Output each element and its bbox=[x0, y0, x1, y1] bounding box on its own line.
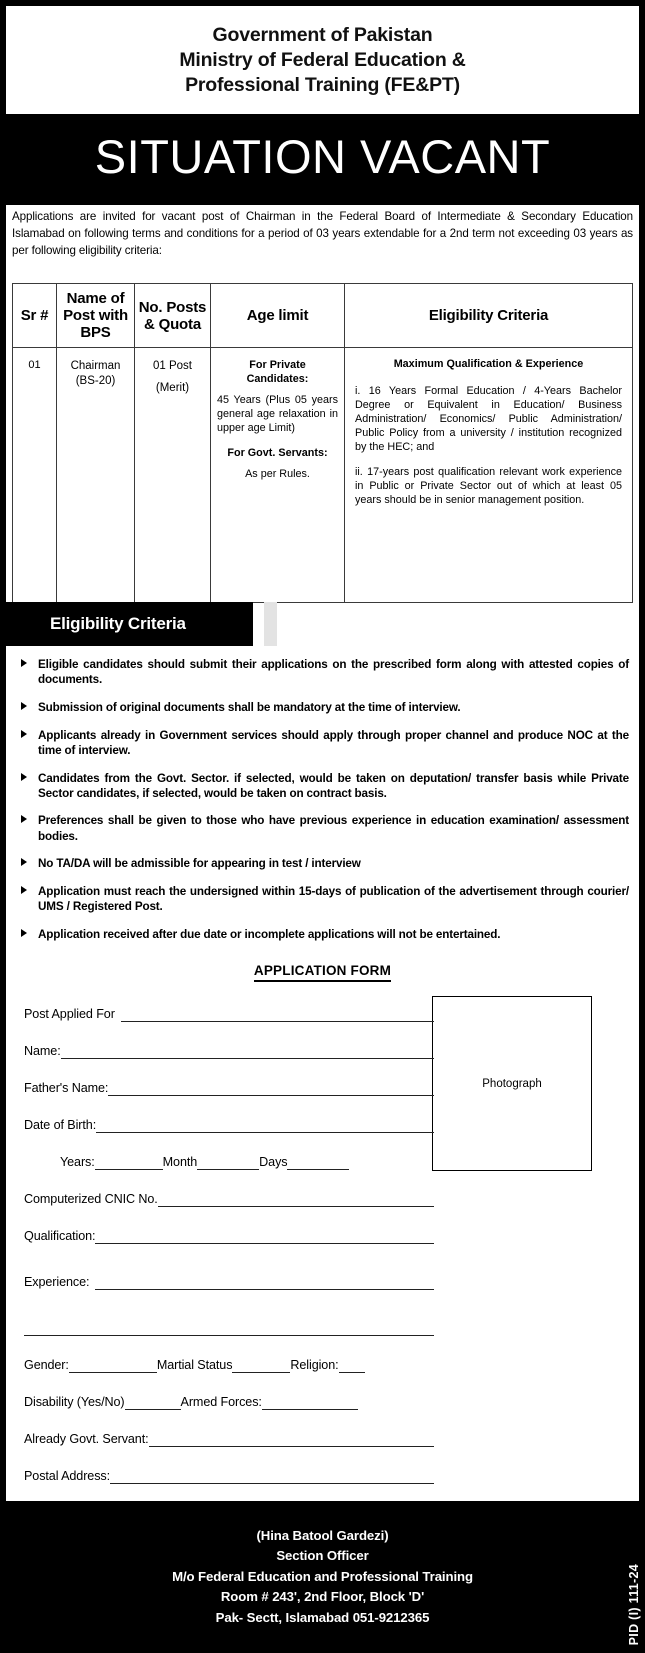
cell-sr: 01 bbox=[13, 348, 57, 603]
rule-text: Application received after due date or incomplete applications will not be entertained. bbox=[38, 927, 501, 941]
list-item bbox=[18, 856, 629, 871]
rule-text: Candidates from the Govt. Sector. if selected, would be taken on deputation/ transfer basis while Private Sector candidates, if selected, would be taken on contract basis. bbox=[38, 771, 629, 800]
label-month: Month bbox=[162, 1155, 198, 1169]
th-no-posts-quota: No. Posts & Quota bbox=[135, 284, 211, 348]
label-date-of-birth: Date of Birth: bbox=[24, 1118, 97, 1132]
input-already-govt-servant[interactable] bbox=[149, 1437, 435, 1447]
eligibility-section-title: Eligibility Criteria bbox=[50, 614, 186, 633]
input-armed-forces[interactable] bbox=[262, 1400, 358, 1410]
footer-officer-name: (Hina Batool Gardezi) bbox=[256, 1527, 389, 1543]
rule-text: Application must reach the undersigned within 15-days of publication of the advertisement through courier/ UMS / Registered Post. bbox=[38, 885, 629, 914]
masthead bbox=[6, 6, 639, 114]
triangle-bullet-icon bbox=[21, 929, 27, 937]
th-sr: Sr # bbox=[13, 284, 57, 348]
footer-ministry: M/o Federal Education and Professional Training bbox=[172, 1568, 473, 1584]
field-already-govt-servant[interactable] bbox=[24, 1410, 434, 1447]
label-already-govt-servant: Already Govt. Servant: bbox=[24, 1432, 149, 1446]
list-item bbox=[18, 700, 629, 715]
situation-vacant-banner bbox=[0, 118, 645, 196]
label-disability: Disability (Yes/No) bbox=[24, 1395, 125, 1409]
masthead-line-1: Government of Pakistan bbox=[212, 23, 433, 46]
footer bbox=[0, 1501, 645, 1653]
field-age-breakdown[interactable] bbox=[24, 1133, 434, 1170]
triangle-bullet-icon bbox=[21, 886, 27, 894]
decorative-stripe bbox=[264, 602, 277, 646]
label-cnic: Computerized CNIC No. bbox=[24, 1192, 158, 1206]
cell-age-limit bbox=[211, 348, 345, 603]
input-experience[interactable] bbox=[95, 1280, 434, 1290]
triangle-bullet-icon bbox=[21, 815, 27, 823]
footer-room: Room # 243', 2nd Floor, Block 'D' bbox=[220, 1589, 425, 1605]
input-date-of-birth[interactable] bbox=[96, 1123, 434, 1133]
list-item bbox=[18, 813, 629, 843]
content-panel bbox=[6, 205, 639, 1647]
input-gender[interactable] bbox=[69, 1363, 157, 1373]
eligibility-item-ii: ii. 17-years post qualification relevant work experience in Public or Private Sector out of which at least 05 years should be in senior management position. bbox=[355, 465, 622, 506]
photograph-box bbox=[432, 996, 592, 1171]
age-private-heading: For Private Candidates: bbox=[246, 359, 309, 385]
field-date-of-birth[interactable] bbox=[24, 1096, 434, 1133]
rule-text: No TA/DA will be admissible for appearing in test / interview bbox=[38, 857, 361, 871]
label-post-applied-for: Post Applied For bbox=[24, 1007, 115, 1021]
triangle-bullet-icon bbox=[21, 773, 27, 781]
input-fathers-name[interactable] bbox=[108, 1086, 434, 1096]
input-cnic[interactable] bbox=[158, 1197, 434, 1207]
eligibility-item-i: i. 16 Years Formal Education / 4-Years Bachelor Degree or Equivalent in Education/ Business Administration/ Economics/ Public Administration/ Public Policy from a university / institution recognized by the HEC; and bbox=[355, 384, 622, 453]
cell-posts-quota bbox=[135, 348, 211, 603]
posts-count: 01 Post bbox=[153, 360, 192, 372]
list-item bbox=[18, 884, 629, 914]
field-name[interactable] bbox=[24, 1022, 434, 1059]
field-disability-armed-forces[interactable] bbox=[24, 1373, 434, 1410]
label-years: Years: bbox=[60, 1155, 95, 1169]
table-header-row bbox=[13, 284, 633, 348]
age-private-body: 45 Years (Plus 05 years general age relaxation in upper age Limit) bbox=[217, 394, 338, 434]
application-form-title-text: APPLICATION FORM bbox=[254, 963, 391, 982]
posts-table bbox=[12, 283, 633, 603]
field-cnic[interactable] bbox=[24, 1170, 434, 1207]
field-postal-address[interactable] bbox=[24, 1447, 434, 1484]
post-name: Chairman bbox=[70, 360, 121, 372]
label-gender: Gender: bbox=[24, 1358, 69, 1372]
photograph-label: Photograph bbox=[482, 1077, 542, 1090]
label-days: Days bbox=[259, 1155, 288, 1169]
label-fathers-name: Father's Name: bbox=[24, 1081, 109, 1095]
banner-title: SITUATION VACANT bbox=[94, 130, 551, 183]
eligibility-rules-list bbox=[18, 657, 629, 955]
cell-post-name bbox=[57, 348, 135, 603]
cell-eligibility bbox=[345, 348, 633, 603]
list-item bbox=[18, 771, 629, 801]
field-experience[interactable] bbox=[24, 1244, 434, 1290]
eligibility-section-header-wrap bbox=[6, 602, 639, 646]
label-qualification: Qualification: bbox=[24, 1229, 96, 1243]
footer-address: Pak- Sectt, Islamabad 051-9212365 bbox=[215, 1609, 430, 1625]
eligibility-heading: Maximum Qualification & Experience bbox=[393, 358, 584, 370]
th-age-limit: Age limit bbox=[211, 284, 345, 348]
input-post-applied-for[interactable] bbox=[121, 1012, 434, 1022]
input-postal-address[interactable] bbox=[110, 1474, 434, 1484]
label-experience: Experience: bbox=[24, 1275, 90, 1289]
list-item bbox=[18, 927, 629, 942]
list-item bbox=[18, 728, 629, 758]
input-disability[interactable] bbox=[125, 1400, 181, 1410]
th-name-of-post: Name of Post with BPS bbox=[57, 284, 135, 348]
pid-number: PID (I) 111-24 bbox=[627, 1563, 641, 1645]
masthead-line-2: Ministry of Federal Education & bbox=[179, 48, 466, 71]
eligibility-section-header bbox=[6, 602, 253, 646]
footer-designation: Section Officer bbox=[276, 1548, 369, 1564]
label-religion: Religion: bbox=[290, 1358, 339, 1372]
input-martial-status[interactable] bbox=[232, 1363, 290, 1373]
th-eligibility-criteria: Eligibility Criteria bbox=[345, 284, 633, 348]
list-item bbox=[18, 657, 629, 687]
label-postal-address: Postal Address: bbox=[24, 1469, 111, 1483]
age-govt-body: As per Rules. bbox=[245, 468, 310, 480]
input-religion[interactable] bbox=[339, 1363, 365, 1373]
table-row bbox=[13, 348, 633, 603]
triangle-bullet-icon bbox=[21, 702, 27, 710]
field-post-applied-for[interactable] bbox=[24, 985, 434, 1022]
post-bps: (BS-20) bbox=[75, 375, 116, 387]
input-month[interactable] bbox=[197, 1160, 259, 1170]
rule-text: Preferences shall be given to those who have previous experience in education examination/ assessment bodies. bbox=[38, 814, 629, 843]
input-name[interactable] bbox=[61, 1049, 434, 1059]
rule-text: Applicants already in Government services should apply through proper channel and produce NOC at the time of interview. bbox=[38, 728, 629, 757]
masthead-line-3: Professional Training (FE&PT) bbox=[185, 73, 460, 96]
triangle-bullet-icon bbox=[21, 858, 27, 866]
label-name: Name: bbox=[24, 1044, 61, 1058]
label-martial-status: Martial Status bbox=[156, 1358, 233, 1372]
triangle-bullet-icon bbox=[21, 659, 27, 667]
input-days[interactable] bbox=[287, 1160, 349, 1170]
application-form-title bbox=[6, 963, 639, 978]
triangle-bullet-icon bbox=[21, 730, 27, 738]
input-years[interactable] bbox=[95, 1160, 163, 1170]
age-govt-heading: For Govt. Servants: bbox=[227, 447, 328, 459]
application-form-fields bbox=[24, 985, 434, 1567]
rule-text: Eligible candidates should submit their applications on the prescribed form along with attested copies of documents. bbox=[38, 658, 629, 687]
intro-paragraph: Applications are invited for vacant post of Chairman in the Federal Board of Intermediate & Secondary Education Islamabad on following terms and conditions for a period of 03 years extendable for a 2nd term not exceeding 03 years as per following eligibility criteria: bbox=[12, 210, 633, 257]
field-gender-marital-religion[interactable] bbox=[24, 1336, 434, 1373]
input-qualification[interactable] bbox=[95, 1234, 434, 1244]
field-fathers-name[interactable] bbox=[24, 1059, 434, 1096]
rule-text: Submission of original documents shall be mandatory at the time of interview. bbox=[38, 700, 461, 714]
field-experience-continued[interactable] bbox=[24, 1290, 434, 1336]
posts-quota: (Merit) bbox=[155, 382, 190, 394]
field-qualification[interactable] bbox=[24, 1207, 434, 1244]
input-experience-line2[interactable] bbox=[24, 1326, 434, 1336]
label-armed-forces: Armed Forces: bbox=[180, 1395, 262, 1409]
